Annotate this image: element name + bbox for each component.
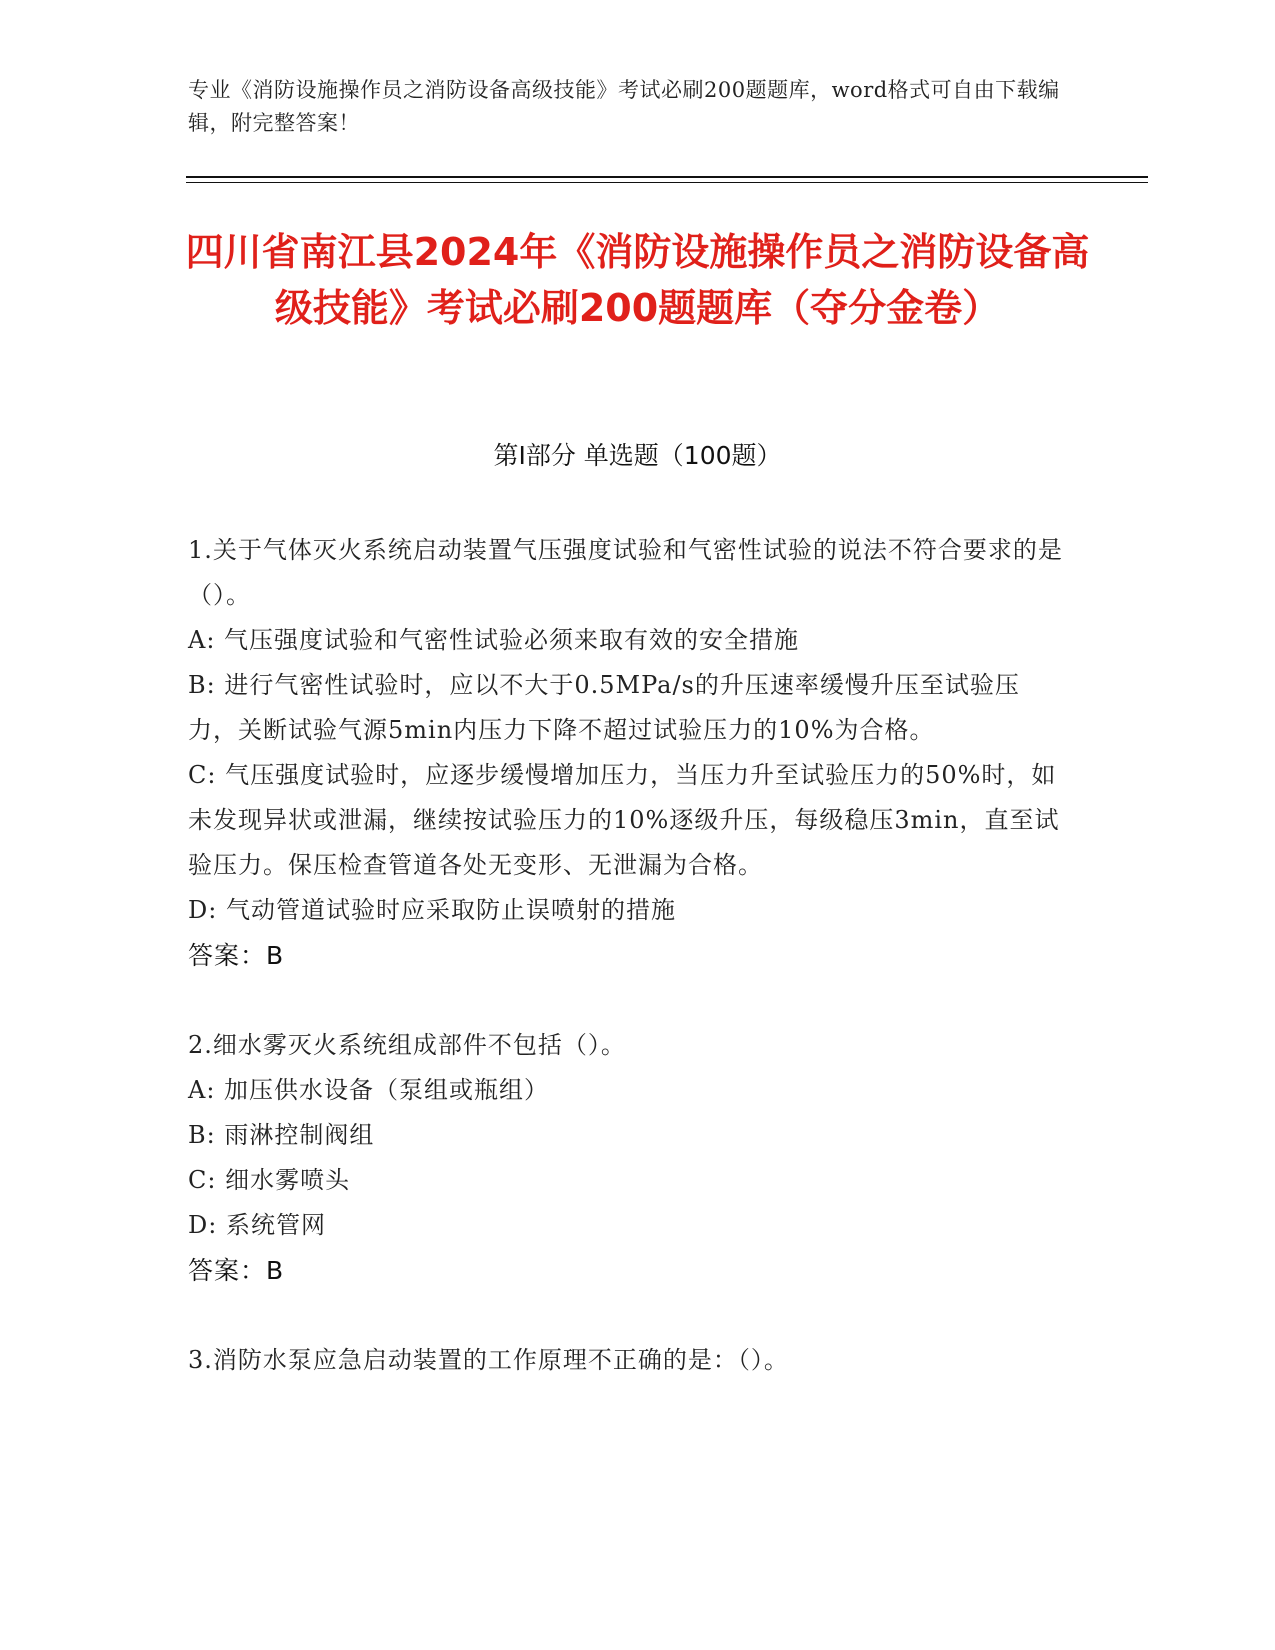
question-option: D: 气动管道试验时应采取防止误喷射的措施 — [188, 896, 676, 924]
question-option: B: 雨淋控制阀组 — [188, 1121, 375, 1149]
question-option: A: 气压强度试验和气密性试验必须来取有效的安全措施 — [188, 626, 800, 654]
question-item — [188, 1023, 1068, 1293]
question-list — [188, 528, 1068, 1383]
section-heading: 第Ⅰ部分 单选题（100题） — [493, 441, 782, 470]
question-item — [188, 1338, 1068, 1383]
question-option: D: 系统管网 — [188, 1211, 326, 1239]
question-option: A: 加压供水设备（泵组或瓶组） — [188, 1076, 550, 1104]
question-answer: 答案：B — [188, 1256, 285, 1285]
question-stem: 1.关于气体灭火系统启动装置气压强度试验和气密性试验的说法不符合要求的是（）。 — [188, 536, 1063, 609]
question-stem: 3.消防水泵应急启动装置的工作原理不正确的是：（）。 — [188, 1346, 789, 1374]
question-item — [188, 528, 1068, 978]
question-option: C: 细水雾喷头 — [188, 1166, 351, 1194]
document-title: 四川省南江县2024年《消防设施操作员之消防设备高级技能》考试必刷200题题库（夺分金卷） — [185, 230, 1090, 330]
header-note: 专业《消防设施操作员之消防设备高级技能》考试必刷200题题库，word格式可自由下载编辑，附完整答案！ — [188, 78, 1060, 135]
question-option: B: 进行气密性试验时，应以不大于0.5MPa/s的升压速率缓慢升压至试验压力，关断试验气源5min内压力下降不超过试验压力的10%为合格。 — [188, 671, 1020, 744]
question-stem: 2.细水雾灭火系统组成部件不包括（）。 — [188, 1031, 626, 1059]
header-divider-thin — [186, 182, 1148, 183]
question-answer: 答案：B — [188, 941, 285, 970]
question-option: C: 气压强度试验时，应逐步缓慢增加压力，当压力升至试验压力的50%时，如未发现异状或泄漏，继续按试验压力的10%逐级升压，每级稳压3min，直至试验压力。保压检查管道各处无变形、无泄漏为合格。 — [188, 761, 1060, 879]
header-divider-thick — [186, 176, 1148, 178]
